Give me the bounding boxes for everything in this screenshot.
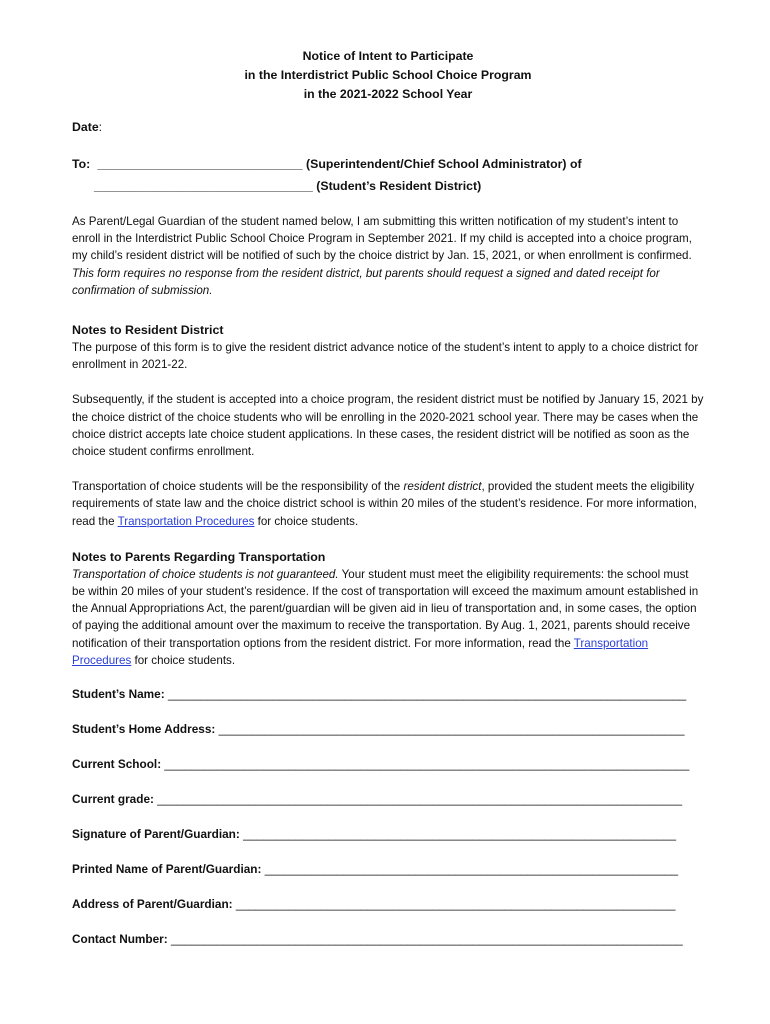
to-row-superintendent <box>72 153 704 175</box>
notes-resident-p1: The purpose of this form is to give the resident district advance notice of the student’s intent to apply to a choice district for enrollment in 2021-22. <box>72 341 699 372</box>
superintendent-blank[interactable]: ______________________________ <box>97 157 303 171</box>
field-current-school[interactable] <box>72 755 704 790</box>
date-colon: : <box>98 120 103 134</box>
notes-parents-heading: Notes to Parents Regarding Transportation <box>72 549 326 564</box>
p3-text-b: , provided the student meets the eligibility requirements of state law and the choice district school is within 20 miles of the student’s residence. For more information, read the <box>72 480 697 528</box>
superintendent-caption: (Superintendent/Chief School Administrator) of <box>306 157 582 171</box>
field-blank[interactable]: ___________________________________________________________________ <box>235 897 676 912</box>
title-line-1: Notice of Intent to Participate <box>302 49 474 63</box>
field-contact-number[interactable] <box>72 930 704 965</box>
parents-italic-note: Transportation of choice students is not guaranteed. <box>72 567 339 581</box>
field-blank[interactable]: ________________________________________________________________________________ <box>164 757 690 772</box>
field-label: Student’s Name: <box>72 687 165 702</box>
field-parent-signature[interactable] <box>72 825 704 860</box>
intro-text: As Parent/Legal Guardian of the student named below, I am submitting this written notification of my student’s intent to enroll in the Interdistrict Public School Choice Program in September 2021. If my child is accepted into a choice program, my child’s resident district will be notified of such by the choice district by Jan. 15, 2021, or when enrollment is confirmed. <box>72 215 692 263</box>
field-blank[interactable]: ______________________________________________________________________________ <box>170 932 683 947</box>
field-blank[interactable]: ________________________________________________________________________________ <box>157 792 683 807</box>
notes-resident-p2: Subsequently, if the student is accepted into a choice program, the resident district must be notified by January 15, 2021 by the choice district of the choice students who will be enrolling in the 2020-2021 school year. There may be cases when the choice district accepts late choice student applications. In these cases, the resident district will be notified as soon as the choice student confirms enrollment. <box>72 393 704 459</box>
title-line-3: in the 2021-2022 School Year <box>303 87 473 101</box>
district-caption: (Student’s Resident District) <box>316 179 482 193</box>
field-parent-address[interactable] <box>72 895 704 930</box>
form-fields <box>72 685 704 965</box>
field-label: Address of Parent/Guardian: <box>72 897 233 912</box>
field-label: Signature of Parent/Guardian: <box>72 827 240 842</box>
p3-text-a: Transportation of choice students will be the responsibility of the <box>72 480 404 494</box>
notes-resident-p3 <box>72 478 704 530</box>
field-blank[interactable]: _______________________________________________________________ <box>264 862 679 877</box>
to-block <box>72 153 704 197</box>
field-label: Current grade: <box>72 792 154 807</box>
field-student-home-address[interactable] <box>72 720 704 755</box>
to-label: To: <box>72 157 91 171</box>
field-blank[interactable]: _______________________________________________________________________________ <box>167 687 687 702</box>
parents-text: Your student must meet the eligibility requirements: the school must be within 20 miles of your student’s residence. If the cost of transportation will exceed the maximum amount established in the Annual Appropriations Act, the parent/guardian will be given aid in lieu of transportation and, in some cases, the option of paying the additional amount over the maximum to receive the transportation. By Aug. 1, 2021, parents should receive notification of their transportation options from the resident district. For more information, read the <box>72 567 699 650</box>
field-label: Current School: <box>72 757 162 772</box>
field-parent-printed-name[interactable] <box>72 860 704 895</box>
field-blank[interactable]: __________________________________________________________________ <box>243 827 677 842</box>
to-row-district <box>72 175 704 197</box>
field-label: Student’s Home Address: <box>72 722 216 737</box>
intro-paragraph <box>72 213 704 299</box>
parents-text-end: for choice students. <box>131 653 236 667</box>
transportation-procedures-link-1[interactable]: Transportation Procedures <box>117 514 255 528</box>
notes-parents-paragraph <box>72 566 704 669</box>
date-label: Date <box>72 120 99 134</box>
date-field[interactable] <box>72 118 704 136</box>
document-title <box>72 47 704 104</box>
transportation-procedures-link-2[interactable]: Transportation Procedures <box>72 636 649 667</box>
district-blank[interactable]: ________________________________ <box>94 179 313 193</box>
title-line-2: in the Interdistrict Public School Choice Program <box>244 68 532 82</box>
notes-resident-heading: Notes to Resident District <box>72 323 224 338</box>
p3-italic: resident district <box>403 480 482 494</box>
p3-text-c: for choice students. <box>254 514 359 528</box>
field-current-grade[interactable] <box>72 790 704 825</box>
field-student-name[interactable] <box>72 685 704 720</box>
field-label: Contact Number: <box>72 932 168 947</box>
field-label: Printed Name of Parent/Guardian: <box>72 862 262 877</box>
field-blank[interactable]: _______________________________________________________________________ <box>218 722 685 737</box>
intro-italic-note: This form requires no response from the resident district, but parents should request a signed and dated receipt for confirmation of submission. <box>72 266 660 297</box>
